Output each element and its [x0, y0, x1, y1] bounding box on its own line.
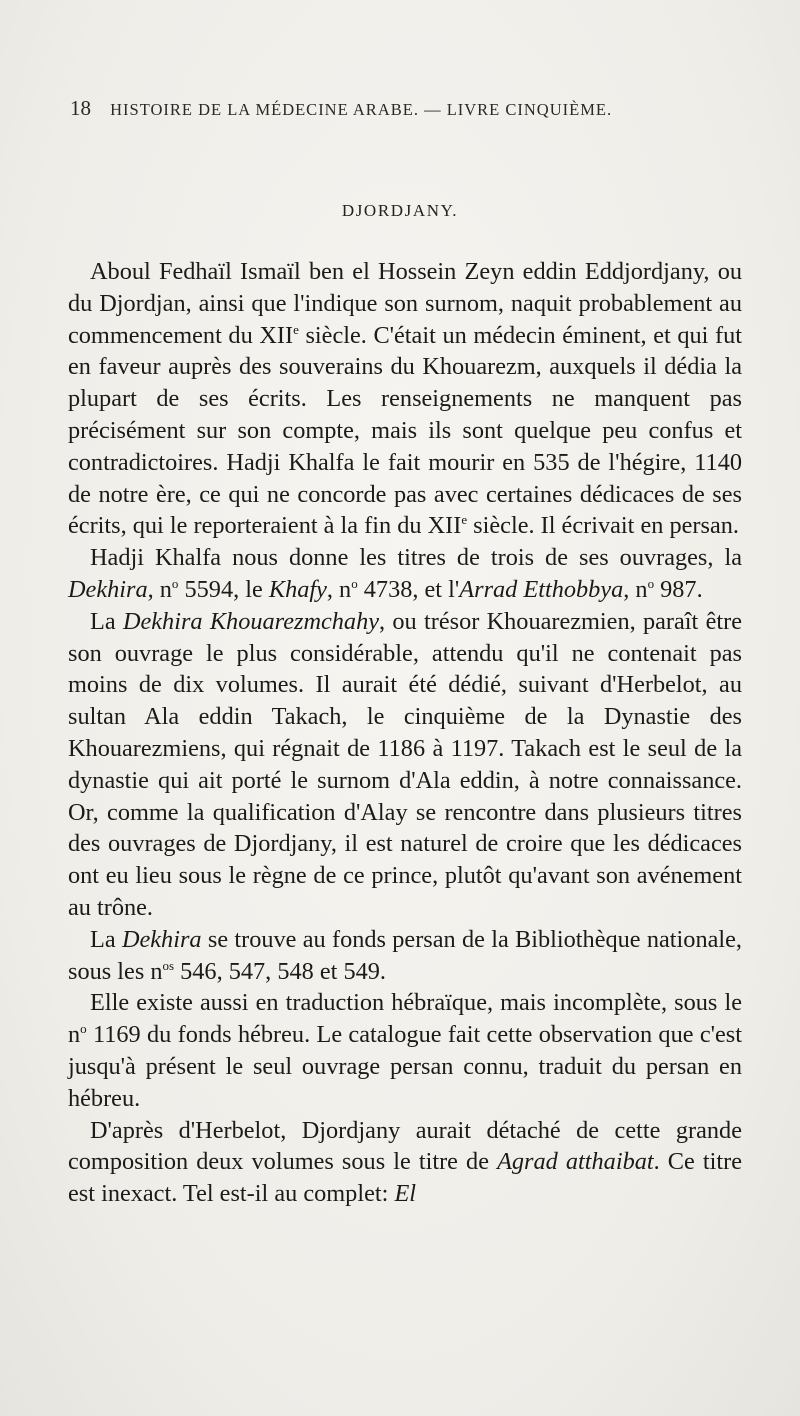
text-run: , ou trésor Khouarezmien, paraît être son ouvrage le plus considérable, attendu qu'il ne contenait pas moins de dix volumes. Il aurait été dédié, suivant d'Herbelot, au sultan Ala eddin Takach, le cinquième de la Dynastie des Khouarezmiens, qui régnait de 1186 à 1197. Takach est le seul de la dynastie qui ait porté le surnom d'Ala eddin, à notre connaissance. Or, comme la qualification d'Alay se rencontre dans plusieurs titres des ouvrages de Djordjany, il est naturel de croire que les dédicaces ont eu lieu sous le règne de ce prince, plutôt qu'avant son avénement au trône. [68, 607, 743, 921]
italic-title: Khafy [268, 575, 327, 603]
text-run: , n [623, 575, 648, 603]
superscript: e [461, 512, 468, 528]
paragraph-1 [68, 256, 742, 542]
italic-title: Dekhira [68, 575, 148, 603]
text-run: 4738, et l' [357, 575, 460, 603]
chapter-title: DJORDJANY. [341, 201, 459, 220]
text-run: se trouve au fonds persan de la Bibliothèque nationale, sous les n [68, 925, 742, 985]
text-run: , n [326, 575, 352, 603]
superscript: os [162, 957, 175, 973]
paragraph-5 [68, 987, 742, 1114]
text-run: 987. [654, 575, 703, 603]
paragraph-2 [68, 542, 742, 606]
italic-title: Dekhira [121, 925, 202, 953]
text-run: Hadji Khalfa nous donne les titres de trois de ses ouvrages, la [90, 544, 742, 572]
paragraph-3 [68, 606, 742, 924]
body-text [68, 256, 742, 1210]
italic-title: El [394, 1180, 417, 1208]
paragraph-6 [68, 1115, 742, 1210]
text-run: siècle. Il écrivait en persan. [467, 512, 739, 540]
paragraph-4 [68, 924, 742, 988]
superscript: o [351, 575, 358, 591]
text-run: 5594, le [178, 575, 269, 603]
text-run: . Ce titre est inexact. Tel est-il au complet: [68, 1148, 742, 1208]
page-number: 18 [70, 96, 91, 120]
superscript: o [80, 1021, 87, 1037]
superscript: o [647, 575, 655, 591]
text-run: , n [147, 575, 172, 603]
text-run: Elle existe aussi en traduction hébraïque, mais incomplète, sous le n [68, 989, 742, 1049]
italic-title: Dekhira Khouarezmchahy [122, 607, 380, 635]
italic-title: Agrad atthaibat [497, 1148, 654, 1176]
superscript: e [293, 321, 299, 337]
superscript: o [171, 575, 179, 591]
running-head [70, 96, 700, 121]
text-run: Aboul Fedhaïl Ismaïl ben el Hossein Zeyn eddin Eddjordjany, ou du Djordjan, ainsi que l'indique son surnom, naquit probablement au commencement du XII [68, 258, 742, 349]
text-run: La [90, 607, 123, 635]
text-run: D'après d'Herbelot, Djordjany aurait détaché de cette grande composition deux volumes sous le titre de [68, 1116, 742, 1176]
text-run: 1169 du fonds hébreu. Le catalogue fait cette observation que c'est jusqu'à présent le seul ouvrage persan connu, traduit du persan en hébreu. [68, 1021, 742, 1112]
running-head-title: HISTOIRE DE LA MÉDECINE ARABE. — LIVRE CINQUIÈME. [110, 100, 613, 119]
text-run: La [90, 925, 122, 953]
text-run: siècle. C'était un médecin éminent, et qui fut en faveur auprès des souverains du Khouarezm, auxquels il dédia la plupart de ses écrits. Les renseignements ne manquent pas précisément sur son compte, mais ils sont quelque peu confus et contradictoires. Hadji Khalfa le fait mourir en 535 de l'hégire, 1140 de notre ère, ce qui ne concorde pas avec certaines dédicaces de ses écrits, qui le reporteraient à la fin du XII [68, 321, 742, 540]
text-run: 546, 547, 548 et 549. [174, 957, 386, 985]
italic-title: Arrad Etthobbya [459, 575, 624, 603]
